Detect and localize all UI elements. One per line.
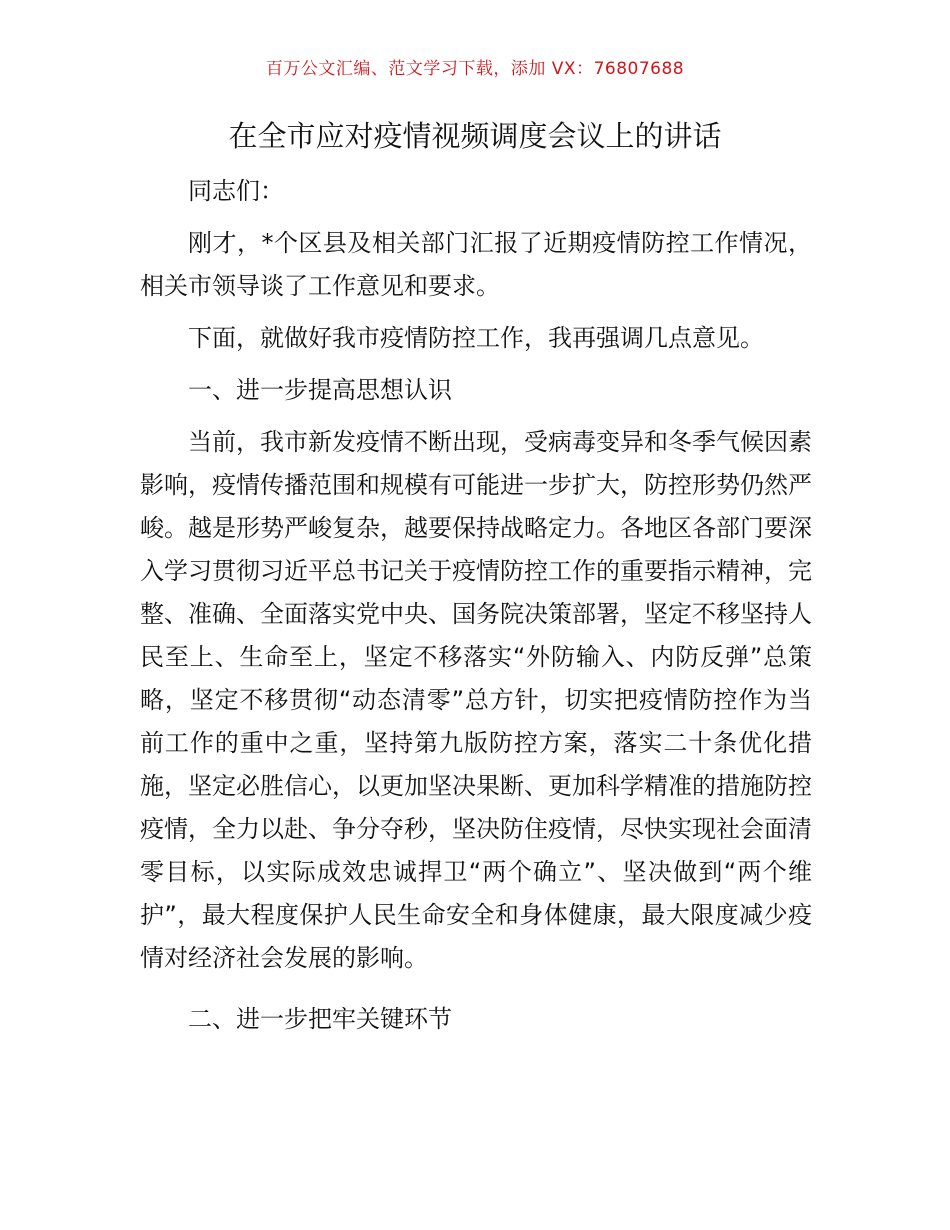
section-heading-2: 二、进一步把牢关键环节 bbox=[188, 1005, 452, 1033]
paragraph-section-1: 当前，我市新发疫情不断出现，受病毒变异和冬季气候因素影响，疫情传播范围和规模有可能进一步扩大，防控形势仍然严峻。越是形势严峻复杂，越要保持战略定力。各地区各部门要深入学习贯彻习近平总书记关于疫情防控工作的重要指示精神，完整、准确、全面落实党中央、国务院决策部署，坚定不移坚持人民至上、生命至上，坚定不移落实“外防输入、内防反弹”总策略，坚定不移贯彻“动态清零”总方针，切实把疫情防控作为当前工作的重中之重，坚持第九版防控方案，落实二十条优化措施，坚定必胜信心，以更加坚决果断、更加科学精准的措施防控疫情，全力以赴、争分夺秒，坚决防住疫情，尽快实现社会面清零目标，以实际成效忠诚捍卫“两个确立”、坚决做到“两个维护”，最大程度保护人民生命安全和身体健康，最大限度减少疫情对经济社会发展的影响。 bbox=[140, 428, 812, 972]
watermark-banner: 百万公文汇编、范文学习下载，添加 VX：76807688 bbox=[265, 59, 685, 79]
paragraph-transition: 下面，就做好我市疫情防控工作，我再强调几点意见。 bbox=[188, 324, 764, 352]
document-title: 在全市应对疫情视频调度会议上的讲话 bbox=[228, 119, 722, 153]
document-body bbox=[140, 170, 812, 1050]
section-heading-1: 一、进一步提高思想认识 bbox=[188, 376, 452, 404]
salutation: 同志们： bbox=[188, 177, 284, 205]
paragraph-intro: 刚才，*个区县及相关部门汇报了近期疫情防控工作情况，相关市领导谈了工作意见和要求。 bbox=[140, 229, 812, 300]
